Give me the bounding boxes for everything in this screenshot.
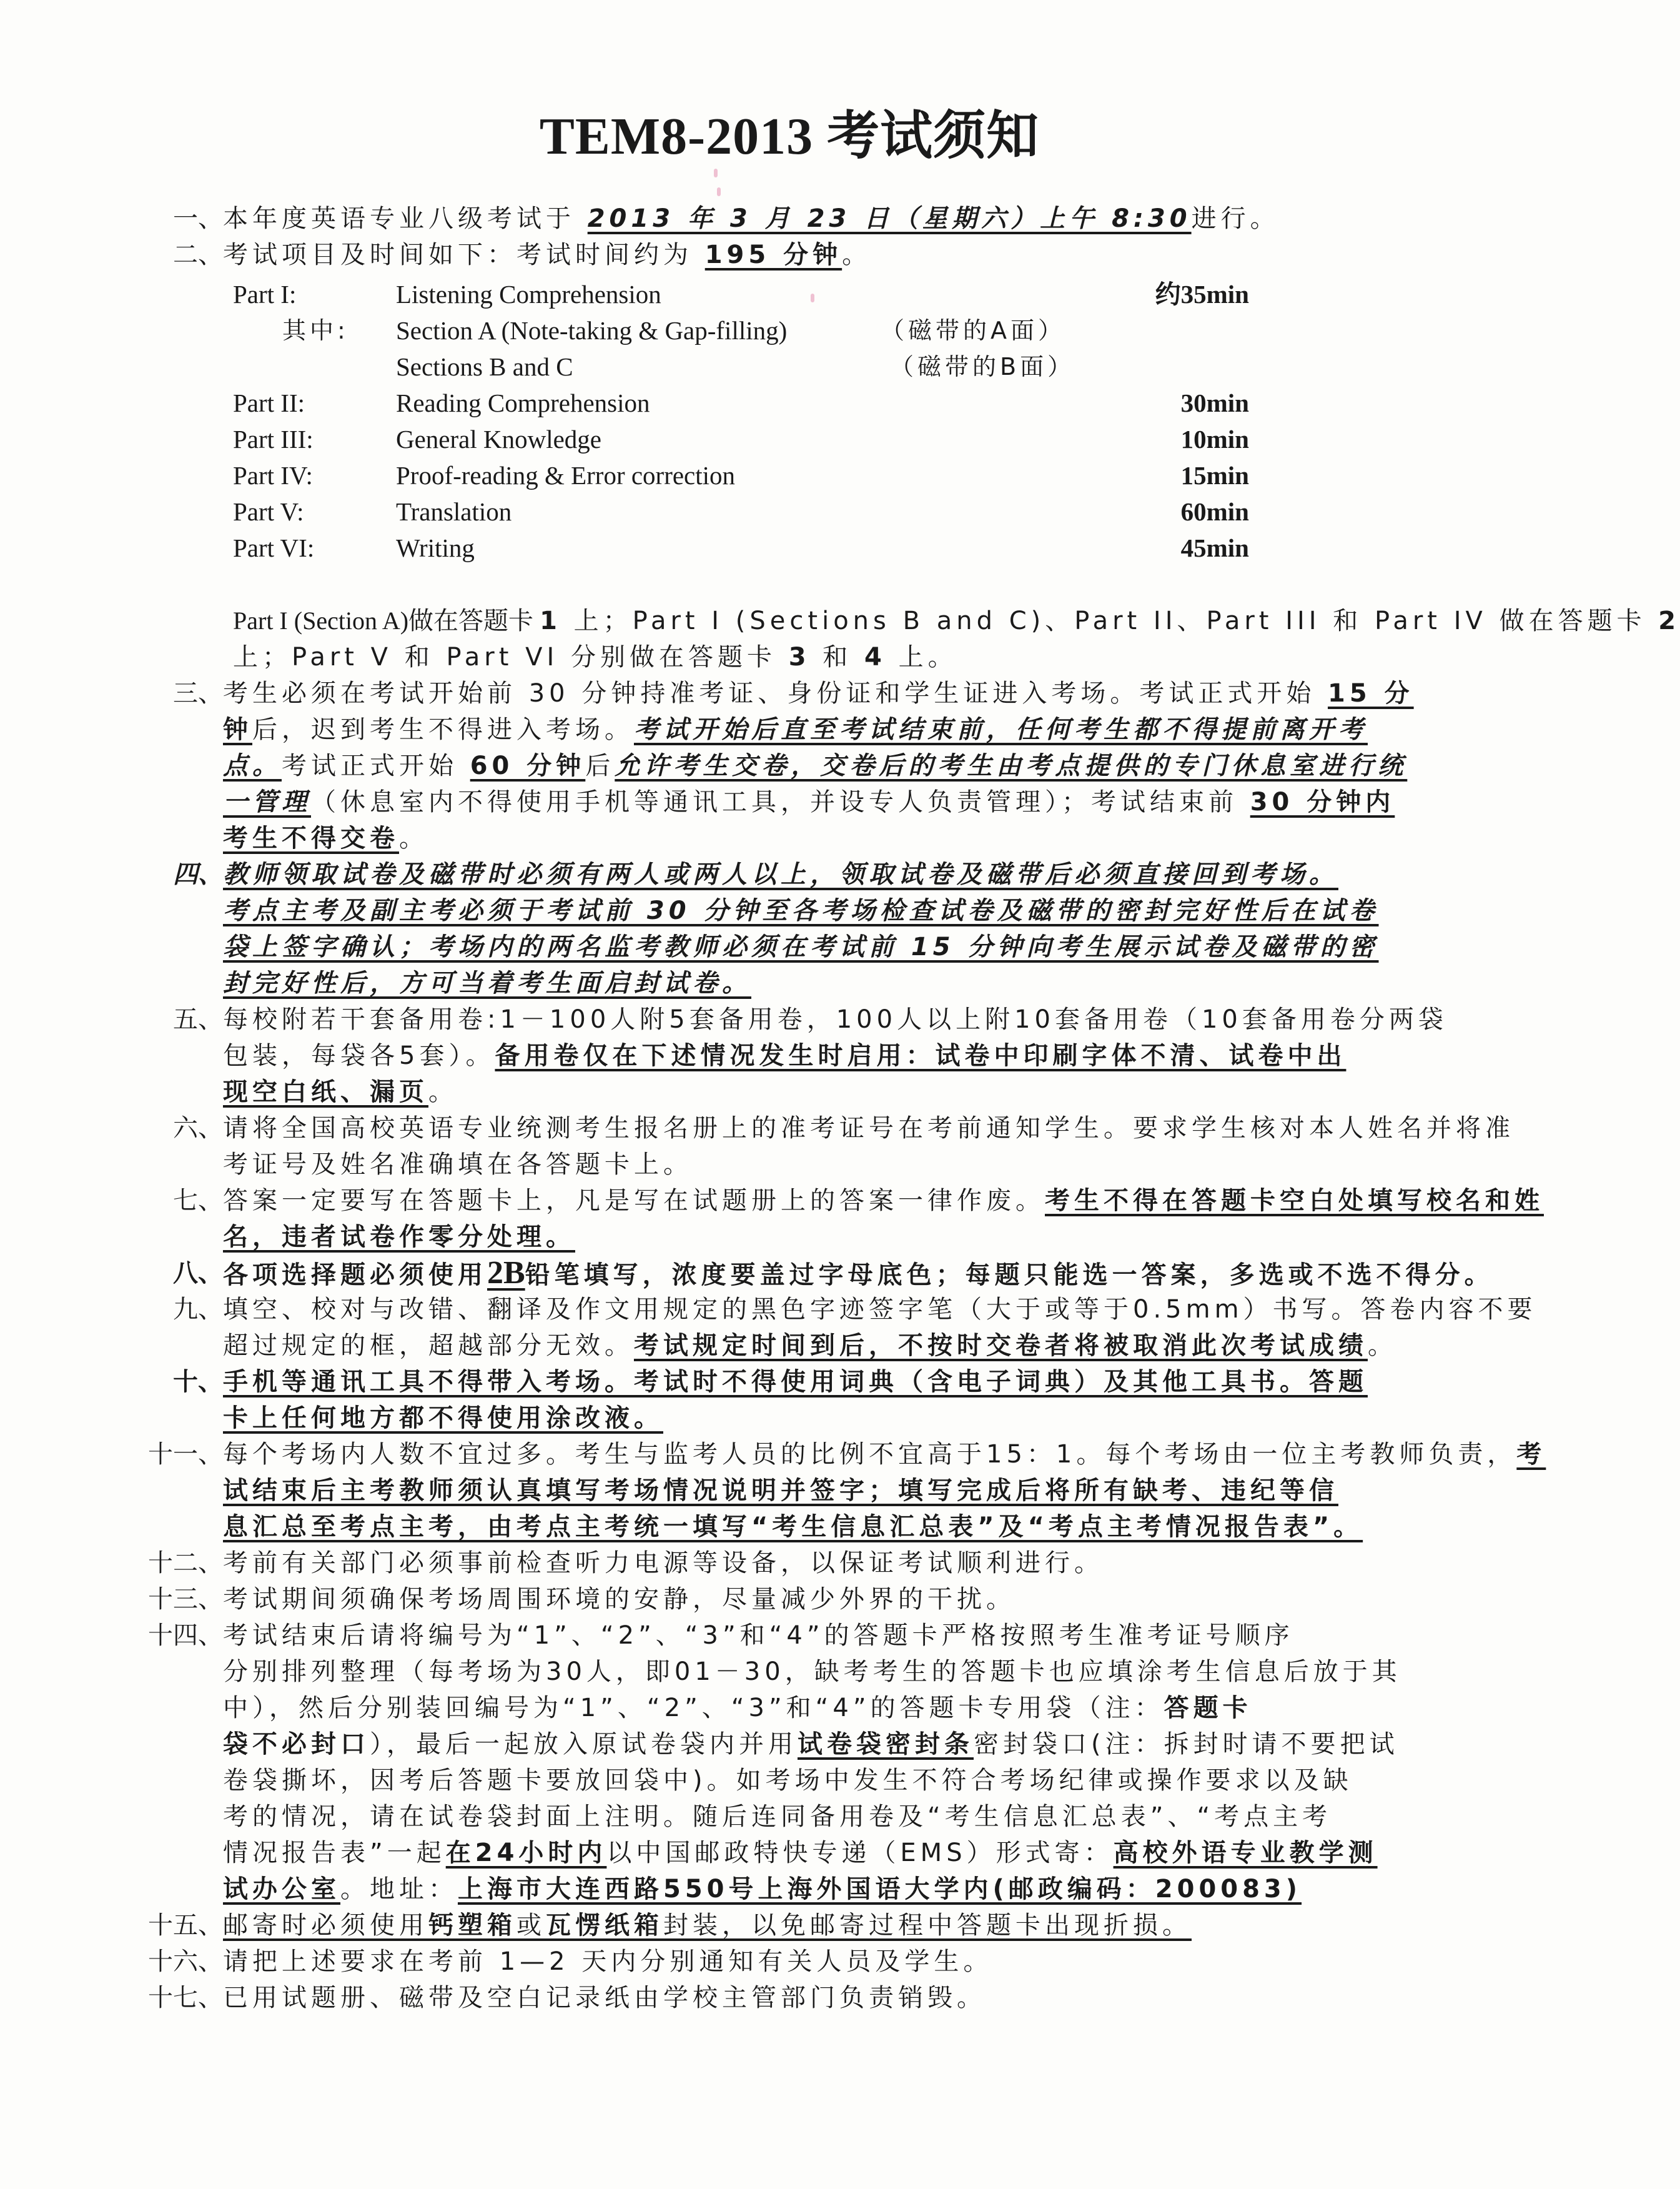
text-segment: 答题卡 xyxy=(1164,1694,1252,1722)
item-line xyxy=(223,1473,1338,1508)
text-segment: 考生必须在考试开始前 30 分钟持准考证、身份证和学生证进入考场。考试正式开始 xyxy=(223,679,1328,708)
text-segment: 1 xyxy=(540,607,561,635)
emphasized-text: 一管理 xyxy=(223,788,311,817)
text-segment: 每个考场内人数不宜过多。考生与监考人员的比例不宜高于15：1。每个考场由一位主考教师负责， xyxy=(223,1440,1517,1469)
item-line xyxy=(223,1690,1252,1725)
item-line xyxy=(223,1183,1544,1218)
item-number: 九、 xyxy=(173,1295,223,1324)
item-number: 四、 xyxy=(173,860,223,889)
item-number: 十一、 xyxy=(148,1440,223,1469)
text-segment: 考试结束后请将编号为“1”、“2”、“3”和“4”的答题卡严格按照考生准考证号顺序 xyxy=(223,1621,1294,1650)
text-segment: 以中国邮政特快专递（EMS）形式寄： xyxy=(606,1839,1114,1867)
item-number: 二、 xyxy=(173,241,223,269)
emphasized-text: 名，违者试卷作零分处理。 xyxy=(223,1223,575,1251)
answer-sheet-note xyxy=(233,640,957,675)
part-name: Sections B and C xyxy=(396,352,573,381)
item-line xyxy=(223,1437,1546,1472)
item-line xyxy=(223,1872,1302,1907)
text-segment: 进行。 xyxy=(1191,204,1280,233)
text-segment: 。地址： xyxy=(340,1875,458,1904)
emphasized-text: 袋上签字确认；考场内的两名监考教师必须在考试前 15 分钟向考生展示试卷及磁带的密 xyxy=(223,933,1379,961)
item-line xyxy=(223,1509,1363,1544)
emphasized-text: 考生不得交卷 xyxy=(223,824,399,853)
emphasized-text: 考点主考及副主考必须于考试前 30 分钟至各考场检查试卷及磁带的密封完好性后在试卷 xyxy=(223,896,1379,925)
part-label: 其中: xyxy=(282,317,349,344)
emphasized-text: 2013 年 3 月 23 日（星期六）上午 8:30 xyxy=(587,204,1192,233)
emphasized-text: 钟 xyxy=(223,715,252,744)
text-segment: 本年度英语专业八级考试于 xyxy=(223,204,588,233)
item-line xyxy=(223,1908,1192,1943)
part-time: 10min xyxy=(1180,425,1249,454)
emphasized-text: 上海市大连西路550号上海外国语大学内(邮政编码：200083) xyxy=(458,1875,1302,1904)
part-name: Proof-reading & Error correction xyxy=(396,461,736,490)
text-segment: 2 xyxy=(1658,607,1680,635)
item-number: 十四、 xyxy=(148,1621,223,1650)
part-time: 30min xyxy=(1180,389,1249,417)
tape-side: （磁带的A面） xyxy=(881,317,1065,344)
item-line xyxy=(223,930,1379,965)
tape-side: （磁带的B面） xyxy=(890,353,1075,380)
emphasized-text: 2B xyxy=(487,1255,525,1291)
text-segment: 后 xyxy=(585,752,615,780)
emphasized-text: 195 分钟 xyxy=(704,241,842,269)
item-line xyxy=(223,237,871,272)
item-line xyxy=(223,821,428,856)
text-segment: 考试期间须确保考场周围环境的安静，尽量减少外界的干扰。 xyxy=(223,1585,1015,1614)
part-label: Part IV: xyxy=(233,461,313,490)
emphasized-text: 封完好性后，方可当着考生面启封试卷。 xyxy=(223,969,751,998)
item-line xyxy=(223,1546,1104,1581)
item-line xyxy=(223,1256,1494,1293)
item-line xyxy=(223,1364,1368,1399)
item-line xyxy=(223,1002,1448,1037)
item-line xyxy=(223,1147,693,1182)
part-name: General Knowledge xyxy=(396,425,602,454)
scan-speck xyxy=(717,187,721,196)
emphasized-text: 瓦愣纸箱 xyxy=(546,1911,663,1940)
item-line xyxy=(223,1763,1353,1798)
item-line xyxy=(223,893,1379,928)
text-segment: 。 xyxy=(399,824,428,853)
part-label: Part I: xyxy=(233,280,297,309)
part-label: Part VI: xyxy=(233,534,315,562)
scan-speck xyxy=(714,169,718,177)
emphasized-text: 邮寄时必须使用 xyxy=(223,1911,428,1940)
emphasized-text: 15 分 xyxy=(1328,679,1414,708)
text-segment: 铅笔填写，浓度要盖过字母底色；每题只能选一答案，多选或不选不得分。 xyxy=(525,1261,1494,1289)
text-segment: 3 xyxy=(788,643,811,672)
text-segment: Part I (Section A)做在答题卡 xyxy=(233,607,540,635)
emphasized-text: 钙塑箱 xyxy=(428,1911,516,1940)
text-segment: 超过规定的框，超越部分无效。 xyxy=(223,1331,634,1360)
item-line xyxy=(223,1111,1514,1146)
item-number: 十六、 xyxy=(148,1947,223,1976)
text-segment: 分别排列整理（每考场为30人，即01－30，缺考考生的答题卡也应填涂考生信息后放于其 xyxy=(223,1657,1401,1686)
part-name: Listening Comprehension xyxy=(396,280,661,309)
item-line xyxy=(223,1328,1397,1363)
item-number: 十七、 xyxy=(148,1983,223,2012)
emphasized-text: 允许考生交卷，交卷后的考生由考点提供的专门休息室进行统 xyxy=(615,752,1408,780)
item-line xyxy=(223,785,1395,820)
part-time: 15min xyxy=(1180,461,1249,490)
emphasized-text: 60 分钟 xyxy=(470,752,586,780)
text-segment: ），最后一起放入原试卷袋内并用 xyxy=(370,1730,798,1759)
emphasized-text: 30 分钟内 xyxy=(1250,788,1395,817)
part-name: Section A (Note-taking & Gap-filling) xyxy=(396,316,788,345)
text-segment: 请把上述要求在考前 1—2 天内分别通知有关人员及学生。 xyxy=(223,1947,993,1976)
item-line xyxy=(223,1944,992,1979)
scan-speck xyxy=(811,294,814,302)
item-number: 八、 xyxy=(173,1259,223,1288)
emphasized-text: 封装，以免邮寄过程中答题卡出现折损。 xyxy=(663,1911,1192,1940)
item-line xyxy=(223,1582,1015,1617)
part-time: 约35min xyxy=(1155,280,1249,309)
emphasized-text: 考试开始后直至考试结束前，任何考生都不得提前离开考 xyxy=(634,715,1368,744)
text-segment: 中），然后分别装回编号为“1”、“2”、“3”和“4”的答题卡专用袋（注： xyxy=(223,1694,1164,1722)
part-name: Reading Comprehension xyxy=(396,389,650,417)
item-line xyxy=(223,1075,458,1109)
item-line xyxy=(223,857,1338,892)
text-segment: 考证号及姓名准确填在各答题卡上。 xyxy=(223,1150,693,1179)
item-line xyxy=(223,1038,1346,1073)
emphasized-text: 在24小时内 xyxy=(445,1839,607,1867)
item-line xyxy=(223,1618,1294,1653)
part-name: Writing xyxy=(396,534,475,562)
text-segment: 包装，每袋各5套）。 xyxy=(223,1041,495,1070)
emphasized-text: 点。 xyxy=(223,752,282,780)
text-segment: 4 xyxy=(864,643,886,672)
text-segment: 袋不必封口 xyxy=(223,1730,370,1759)
emphasized-text: 试办公室 xyxy=(223,1875,340,1904)
item-line xyxy=(223,676,1414,711)
item-number: 三、 xyxy=(173,679,223,708)
item-line xyxy=(223,748,1407,783)
answer-sheet-note xyxy=(233,603,1680,638)
item-line xyxy=(223,201,1280,236)
emphasized-text: 息汇总至考点主考，由考点主考统一填写“考生信息汇总表”及“考点主考情况报告表”。 xyxy=(223,1512,1363,1541)
page-title: TEM8-2013 考试须知 xyxy=(539,107,1040,166)
text-segment: 每校附若干套备用卷:1－100人附5套备用卷，100人以上附10套备用卷（10套备用卷分两袋 xyxy=(223,1005,1448,1034)
item-number: 十五、 xyxy=(148,1911,223,1940)
text-segment: 上；Part I (Sections B and C)、Part II、Part III 和 Part IV 做在答题卡 xyxy=(561,607,1659,635)
text-segment: 卷袋撕坏，因考后答题卡要放回袋中)。如考场中发生不符合考场纪律或操作要求以及缺 xyxy=(223,1766,1353,1795)
text-segment: 答案一定要写在答题卡上，凡是写在试题册上的答案一律作废。 xyxy=(223,1186,1045,1215)
emphasized-text: 教师领取试卷及磁带时必须有两人或两人以上，领取试卷及磁带后必须直接回到考场。 xyxy=(223,860,1338,889)
text-segment: 考试正式开始 xyxy=(282,752,470,780)
item-number: 七、 xyxy=(173,1186,223,1215)
item-line xyxy=(223,1292,1537,1327)
part-label: Part V: xyxy=(233,497,304,526)
text-segment: 考前有关部门必须事前检查听力电源等设备，以保证考试顺利进行。 xyxy=(223,1549,1104,1577)
text-segment: 上；Part V 和 Part VI 分别做在答题卡 xyxy=(233,643,789,672)
part-label: Part II: xyxy=(233,389,305,417)
part-name: Translation xyxy=(396,497,512,526)
item-line xyxy=(223,1980,986,2015)
text-segment: 填空、校对与改错、翻译及作文用规定的黑色字迹签字笔（大于或等于0.5mm）书写。答卷内容不要 xyxy=(223,1295,1537,1324)
emphasized-text: 试结束后主考教师须认真填写考场情况说明并签字；填写完成后将所有缺考、违纪等信 xyxy=(223,1476,1338,1505)
item-line xyxy=(223,712,1368,747)
emphasized-text: 考生不得在答题卡空白处填写校名和姓 xyxy=(1045,1186,1544,1215)
text-segment: 。 xyxy=(1368,1331,1397,1360)
item-number: 一、 xyxy=(173,204,223,233)
item-line xyxy=(223,1727,1399,1762)
emphasized-text: 卡上任何地方都不得使用涂改液。 xyxy=(223,1404,663,1432)
text-segment: 已用试题册、磁带及空白记录纸由学校主管部门负责销毁。 xyxy=(223,1983,986,2012)
item-line xyxy=(223,1654,1401,1689)
emphasized-text: 手机等通讯工具不得带入考场。考试时不得使用词典（含电子词典）及其他工具书。答题 xyxy=(223,1368,1368,1396)
text-segment: 后，迟到考生不得进入考场。 xyxy=(252,715,634,744)
text-segment: 请将全国高校英语专业统测考生报名册上的准考证号在考前通知学生。要求学生核对本人姓名并将准 xyxy=(223,1114,1514,1143)
text-segment: 考试项目及时间如下：考试时间约为 xyxy=(223,241,705,269)
text-segment: 。 xyxy=(842,241,872,269)
text-segment: 密封袋口(注：拆封时请不要把试 xyxy=(974,1730,1399,1759)
emphasized-text: 考 xyxy=(1516,1440,1546,1469)
text-segment: 和 xyxy=(810,643,865,672)
item-number: 五、 xyxy=(173,1005,223,1034)
text-segment: 考的情况，请在试卷袋封面上注明。随后连同备用卷及“考生信息汇总表”、“考点主考 xyxy=(223,1802,1332,1831)
text-segment: 。 xyxy=(428,1078,458,1106)
item-number: 十二、 xyxy=(148,1549,223,1577)
item-line xyxy=(223,1799,1332,1834)
item-line xyxy=(223,1835,1378,1870)
text-segment: 上。 xyxy=(886,643,957,672)
emphasized-text: 备用卷仅在下述情况发生时启用：试卷中印刷字体不清、试卷中出 xyxy=(495,1041,1346,1070)
emphasized-text: 考试规定时间到后，不按时交卷者将被取消此次考试成绩 xyxy=(634,1331,1368,1360)
item-line xyxy=(223,966,751,1001)
part-label: Part III: xyxy=(233,425,314,454)
part-time: 60min xyxy=(1180,497,1249,526)
item-line xyxy=(223,1219,575,1254)
emphasized-text: 高校外语专业教学测 xyxy=(1113,1839,1378,1867)
text-segment: 各项选择题必须使用 xyxy=(223,1261,487,1289)
emphasized-text: 或 xyxy=(516,1911,546,1940)
text-segment: 情况报告表”一起 xyxy=(223,1839,446,1867)
text-segment: （休息室内不得使用手机等通讯工具，并设专人负责管理）；考试结束前 xyxy=(311,788,1250,817)
emphasized-text: 现空白纸、漏页 xyxy=(223,1078,428,1106)
item-number: 十、 xyxy=(173,1368,223,1396)
part-time: 45min xyxy=(1180,534,1249,562)
item-line xyxy=(223,1401,663,1436)
item-number: 十三、 xyxy=(148,1585,223,1614)
item-number: 六、 xyxy=(173,1114,223,1143)
emphasized-text: 试卷袋密封条 xyxy=(798,1730,974,1759)
